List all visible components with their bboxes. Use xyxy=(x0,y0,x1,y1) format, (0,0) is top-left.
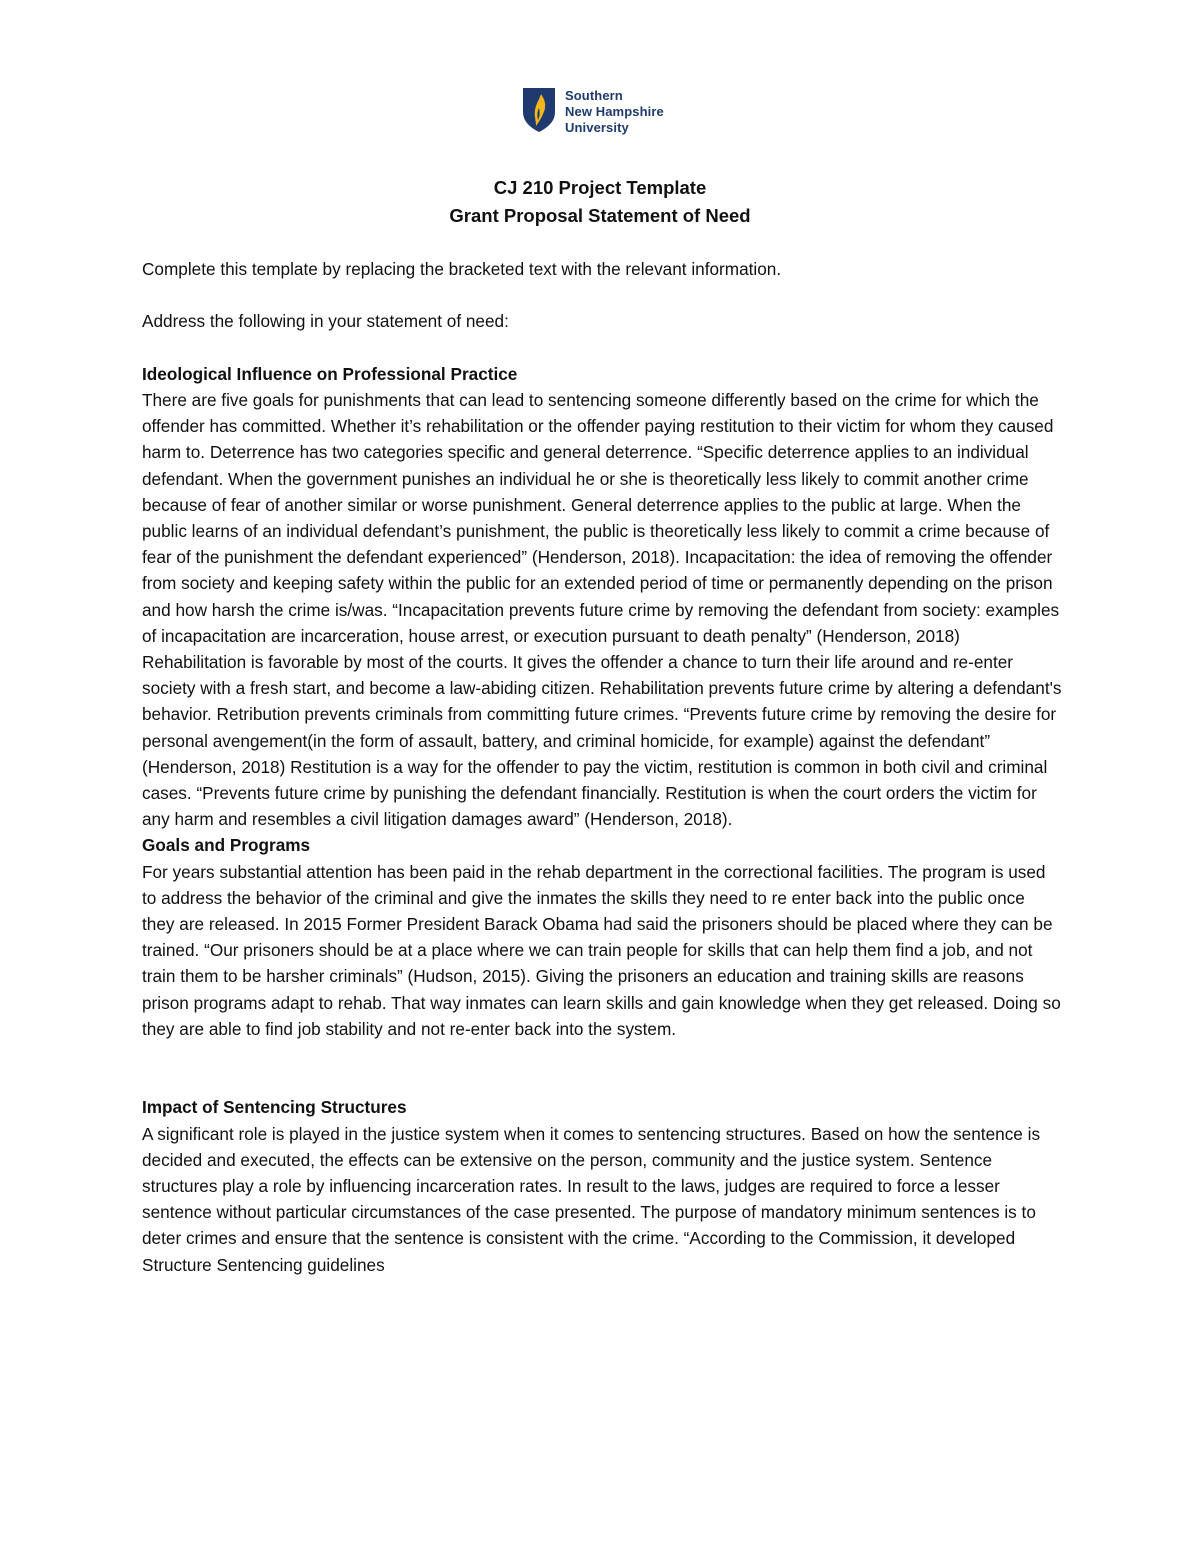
section-heading-goals: Goals and Programs xyxy=(142,835,311,856)
logo-line-1: Southern xyxy=(565,88,623,103)
logo-wordmark xyxy=(565,88,664,136)
section-body-sentencing: A significant role is played in the justice system when it comes to sentencing structures. Based on how the sentence is decided and executed, the effects can be extensive on the person, community and the justice system. Sentence structures play a role by influencing incarceration rates. In result to the laws, judges are required to force a lesser sentence without particular circumstances of the case presented. The purpose of mandatory minimum sentences is to deter crimes and ensure that the sentence is consistent with the crime. “According to the Commission, it developed Structure Sentencing guidelines xyxy=(142,1123,1041,1275)
document-subtitle: Grant Proposal Statement of Need xyxy=(449,205,751,226)
section-body-goals: For years substantial attention has been paid in the rehab department in the correctional facilities. The program is used to address the behavior of the criminal and give the inmates the skills they need to re enter back into the public once they are released. In 2015 Former President Barack Obama had said the prisoners should be placed where they can be trained. “Our prisoners should be at a place where we can train people for skills that can help them find a job, and not train them to be harsher criminals” (Hudson, 2015). Giving the prisoners an education and training skills are reasons prison programs adapt to rehab. That way inmates can learn skills and gain knowledge when they get released. Doing so they are able to find job stability and not re-enter back into the system. xyxy=(142,861,1061,1039)
section-body-ideological: There are five goals for punishments that can lead to sentencing someone differently based on the crime for which the offender has committed. Whether it’s rehabilitation or the offender paying restitution to their victim for whom they caused harm to. Deterrence has two categories specific and general deterrence. “Specific deterrence applies to an individual defendant. When the government punishes an individual he or she is theoretically less likely to commit another crime because of fear of another similar or worse punishment. General deterrence applies to the public at large. When the public learns of an individual defendant’s punishment, the public is theoretically less likely to commit a crime because of fear of the punishment the defendant experienced” (Henderson, 2018). Incapacitation: the idea of removing the offender from society and keeping safety within the public for an extended period of time or permanently depending on the prison and how harsh the crime is/was. “Incapacitation prevents future crime by removing the defendant from society: examples of incapacitation are incarceration, house arrest, or execution pursuant to death penalty” (Henderson, 2018) Rehabilitation is favorable by most of the courts. It gives the offender a chance to turn their life around and re-enter society with a fresh start, and become a law-abiding citizen. Rehabilitation prevents future crime by altering a defendant's behavior. Retribution prevents criminals from committing future crimes. “Prevents future crime by removing the desire for personal avengement(in the form of assault, battery, and criminal homicide, for example) against the defendant” (Henderson, 2018) Restitution is a way for the offender to pay the victim, restitution is common in both civil and criminal cases. “Prevents future crime by punishing the defendant financially. Restitution is when the court orders the victim for any harm and resembles a civil litigation damages award” (Henderson, 2018). xyxy=(142,389,1062,830)
document-title: CJ 210 Project Template xyxy=(493,177,707,198)
document-title-block xyxy=(0,174,1200,230)
university-logo xyxy=(521,86,664,136)
logo-line-3: University xyxy=(565,120,629,135)
document-body xyxy=(142,256,1062,1278)
shield-flame-icon xyxy=(521,86,557,134)
address-prompt: Address the following in your statement of need: xyxy=(142,311,509,332)
section-heading-ideological: Ideological Influence on Professional Practice xyxy=(142,363,518,384)
logo-line-2: New Hampshire xyxy=(565,104,664,119)
section-heading-sentencing: Impact of Sentencing Structures xyxy=(142,1097,407,1118)
instruction-text: Complete this template by replacing the bracketed text with the relevant information. xyxy=(142,259,782,279)
